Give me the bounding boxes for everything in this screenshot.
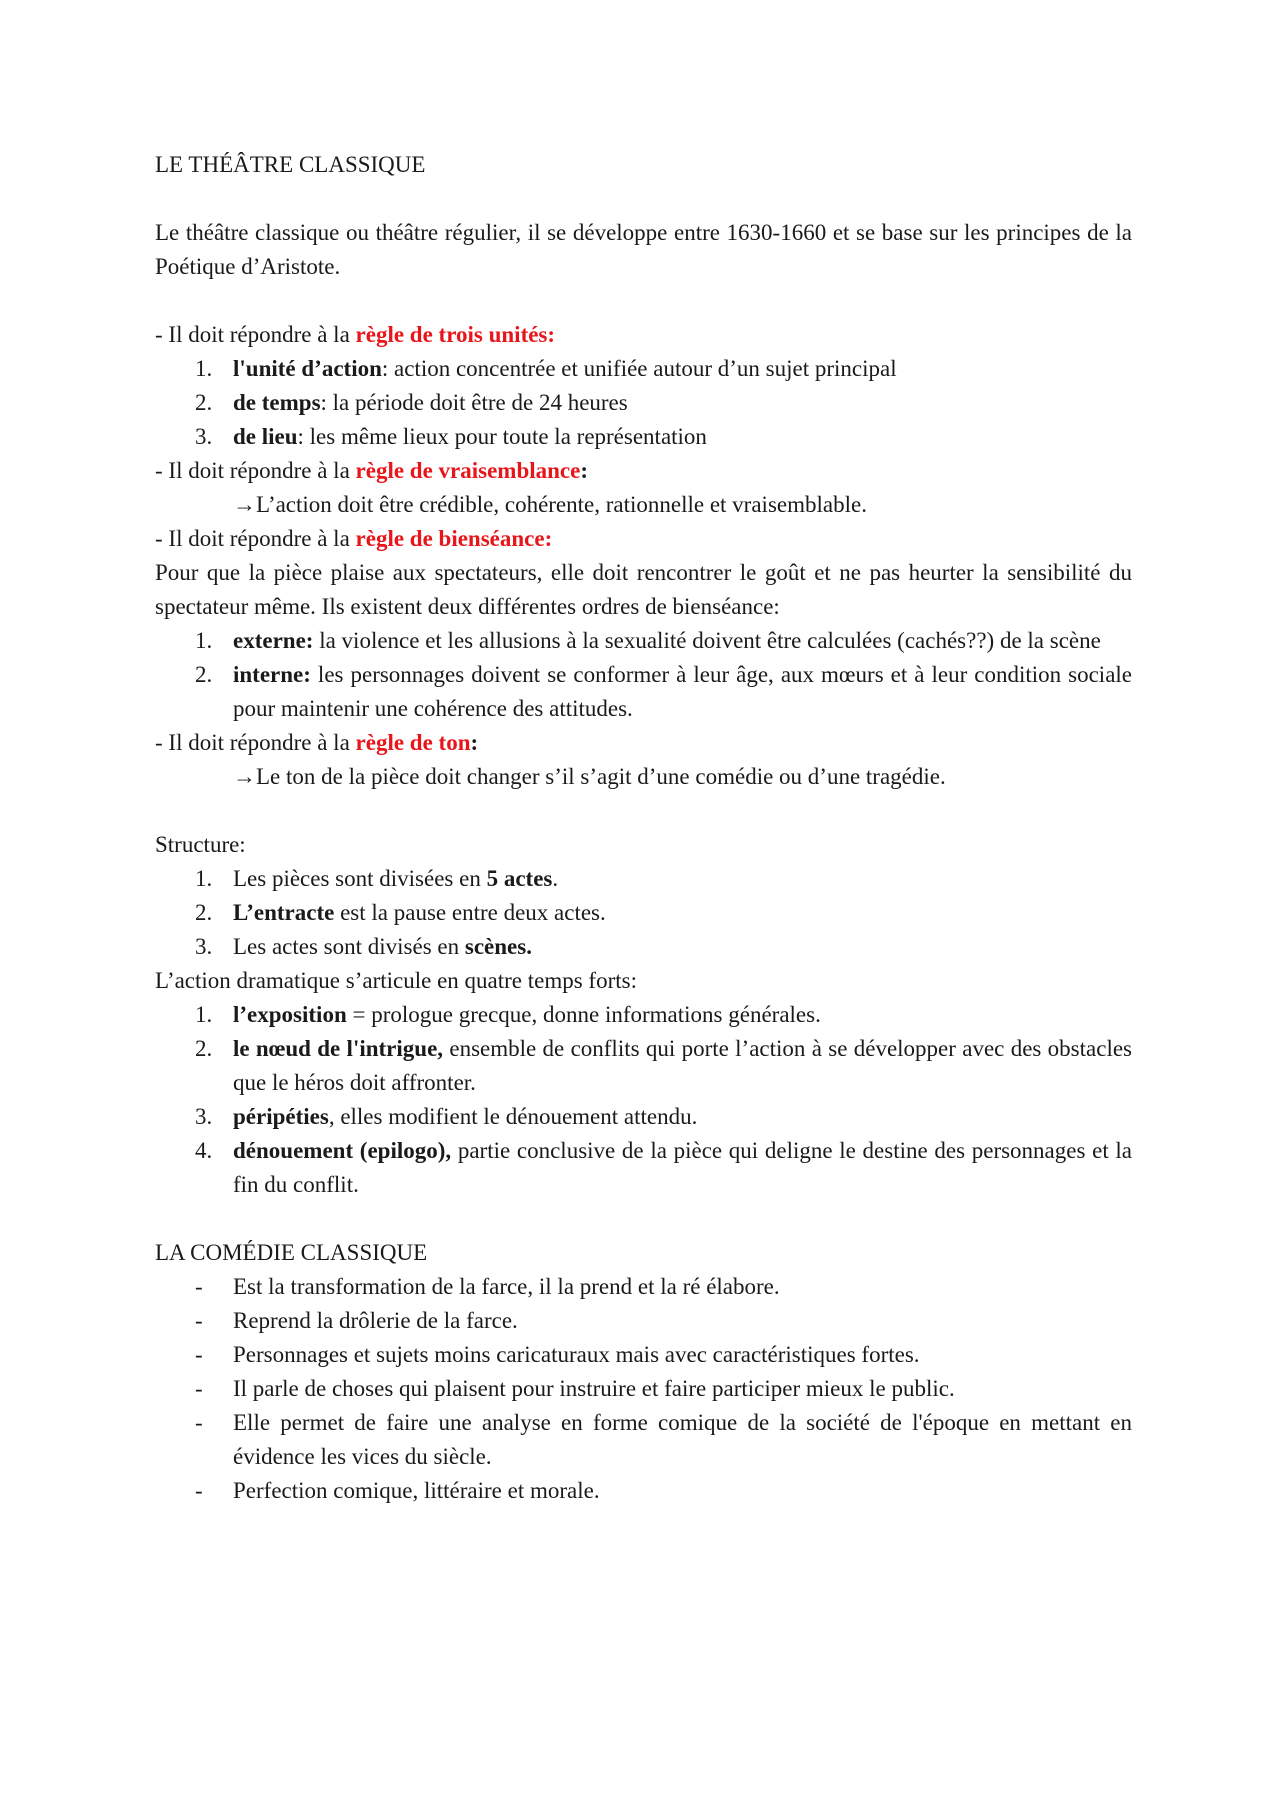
rule-name: règle de vraisemblance — [355, 458, 581, 483]
rule-prefix: - Il doit répondre à la — [155, 730, 356, 755]
text: Les pièces sont divisées en — [233, 866, 487, 891]
list-item — [155, 420, 1132, 454]
dash-bullet: - — [195, 1410, 203, 1435]
unites-list — [155, 352, 1132, 454]
rule-name: règle de bienséance: — [355, 526, 553, 551]
page-title: LE THÉÂTRE CLASSIQUE — [155, 152, 426, 177]
list-item — [155, 930, 1132, 964]
list-item — [155, 1134, 1132, 1202]
definition: partie conclusive de la pièce qui deligne le destine des personnages et la fin du conflit. — [233, 1138, 1132, 1197]
rule-colon: : — [470, 730, 479, 755]
list-item — [155, 386, 1132, 420]
dash-bullet: - — [195, 1342, 203, 1367]
list-number: 3. — [195, 424, 213, 449]
rule-ton — [155, 726, 1132, 760]
list-item — [155, 1270, 1132, 1304]
rule-name: règle de ton — [355, 730, 471, 755]
definition: : la période doit être de 24 heures — [320, 390, 628, 415]
text: . — [552, 866, 559, 891]
term: de lieu — [233, 424, 298, 449]
definition: ensemble de conflits qui porte l’action à se développer avec des obstacles que le héros doit affronter. — [233, 1036, 1132, 1095]
list-number: 3. — [195, 934, 213, 959]
term: de temps — [233, 390, 321, 415]
term: l'unité d’action — [233, 356, 382, 381]
text: Il parle de choses qui plaisent pour instruire et faire participer mieux le public. — [233, 1376, 955, 1401]
definition: : action concentrée et unifiée autour d’un sujet principal — [381, 356, 897, 381]
structure-heading: Structure: — [155, 832, 246, 857]
dash-bullet: - — [195, 1274, 203, 1299]
list-item — [155, 1338, 1132, 1372]
text: Les actes sont divisés en — [233, 934, 465, 959]
rule-prefix: - Il doit répondre à la — [155, 322, 356, 347]
comedie-list — [155, 1270, 1132, 1508]
term: l’exposition — [233, 1002, 347, 1027]
term: dénouement (epilogo), — [233, 1138, 452, 1163]
bienseance-paragraph: Pour que la pièce plaise aux spectateurs, elle doit rencontrer le goût et ne pas heurter la sensibilité du spectateur même. Ils existent deux différentes ordres de bienséance: — [155, 560, 1132, 619]
list-item — [155, 658, 1132, 726]
action-heading: L’action dramatique s’articule en quatre temps forts: — [155, 968, 637, 993]
rule-name: règle de trois unités: — [355, 322, 556, 347]
term: externe: — [233, 628, 314, 653]
list-number: 1. — [195, 628, 213, 653]
list-item — [155, 1474, 1132, 1508]
text: Elle permet de faire une analyse en forme comique de la société de l'époque en mettant en évidence les vices du siècle. — [233, 1410, 1132, 1469]
list-item — [155, 352, 1132, 386]
term: scènes. — [464, 934, 532, 959]
list-item — [155, 1032, 1132, 1100]
list-number: 1. — [195, 356, 213, 381]
list-item — [155, 998, 1132, 1032]
term: le nœud de l'intrigue, — [233, 1036, 444, 1061]
dash-bullet: - — [195, 1478, 203, 1503]
text: Personnages et sujets moins caricaturaux mais avec caractéristiques fortes. — [233, 1342, 920, 1367]
list-item — [155, 1372, 1132, 1406]
dash-bullet: - — [195, 1308, 203, 1333]
definition: la violence et les allusions à la sexualité doivent être calculées (cachés??) de la scène — [313, 628, 1101, 653]
list-item — [155, 624, 1132, 658]
term: L’entracte — [233, 900, 335, 925]
list-number: 3. — [195, 1104, 213, 1129]
intro-paragraph: Le théâtre classique ou théâtre régulier, il se développe entre 1630-1660 et se base sur les principes de la Poétique d’Aristote. — [155, 220, 1132, 279]
bienseance-list — [155, 624, 1132, 726]
term: péripéties — [233, 1104, 329, 1129]
text: Perfection comique, littéraire et morale. — [233, 1478, 600, 1503]
list-item — [155, 1304, 1132, 1338]
list-number: 2. — [195, 900, 213, 925]
term: 5 actes — [486, 866, 553, 891]
rule-trois-unites — [155, 318, 1132, 352]
text: Est la transformation de la farce, il la prend et la ré élabore. — [233, 1274, 780, 1299]
ton-note: →Le ton de la pièce doit changer s’il s’agit d’une comédie ou d’une tragédie. — [233, 764, 946, 789]
rule-prefix: - Il doit répondre à la — [155, 458, 356, 483]
term: interne: — [233, 662, 311, 687]
list-number: 1. — [195, 866, 213, 891]
action-list — [155, 998, 1132, 1202]
list-number: 2. — [195, 390, 213, 415]
rule-colon: : — [580, 458, 589, 483]
vraisemblance-note: →L’action doit être crédible, cohérente, rationnelle et vraisemblable. — [233, 492, 867, 517]
rule-vraisemblance — [155, 454, 1132, 488]
list-number: 1. — [195, 1002, 213, 1027]
list-item — [155, 1406, 1132, 1474]
definition: , elles modifient le dénouement attendu. — [328, 1104, 698, 1129]
text: est la pause entre deux actes. — [334, 900, 606, 925]
list-item — [155, 862, 1132, 896]
list-number: 2. — [195, 1036, 213, 1061]
list-item — [155, 896, 1132, 930]
definition: = prologue grecque, donne informations générales. — [346, 1002, 821, 1027]
rule-prefix: - Il doit répondre à la — [155, 526, 356, 551]
list-number: 4. — [195, 1138, 213, 1163]
list-item — [155, 1100, 1132, 1134]
comedie-heading: LA COMÉDIE CLASSIQUE — [155, 1240, 428, 1265]
dash-bullet: - — [195, 1376, 203, 1401]
text: Reprend la drôlerie de la farce. — [233, 1308, 518, 1333]
list-number: 2. — [195, 662, 213, 687]
structure-list — [155, 862, 1132, 964]
rule-bienseance — [155, 522, 1132, 556]
definition: les personnages doivent se conformer à leur âge, aux mœurs et à leur condition sociale pour maintenir une cohérence des attitudes. — [233, 662, 1132, 721]
definition: : les même lieux pour toute la représentation — [297, 424, 707, 449]
